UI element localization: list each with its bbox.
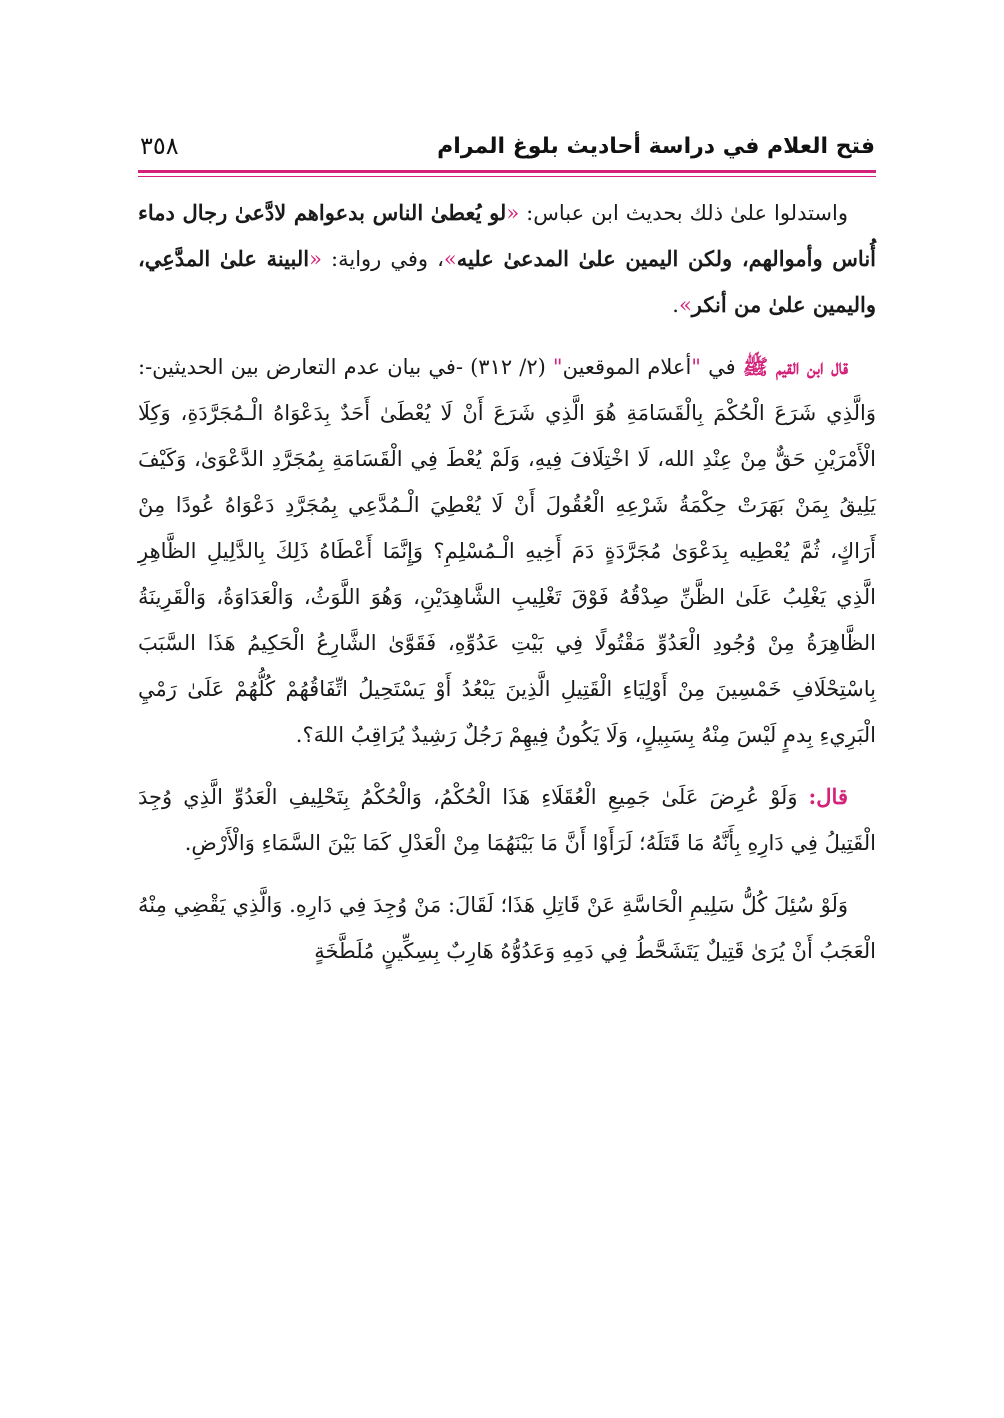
paragraph-ibn-qayyim: [138, 344, 876, 758]
quote-open: «: [506, 201, 520, 225]
speaker-label: قال ابن القيم ﷺ: [742, 354, 848, 379]
quote-open-2: «: [309, 247, 322, 271]
source-quote-open: ": [691, 355, 701, 379]
hadith-text: لو يُعطىٰ الناس بدعواهم لادَّعىٰ رجال دماء أُناس وأموالهم، ولكن اليمين علىٰ المدعىٰ عليه: [138, 200, 877, 271]
paragraph-qala: [138, 774, 876, 866]
quoted-text-3: وَلَوْ سُئِلَ كُلُّ سَلِيمِ الْحَاسَّةِ عَنْ قَاتِلِ هَذَا؛ لَقَالَ: مَنْ وُجِدَ فِي دَارِهِ. وَالَّذِي يَقْضِي مِنْهُ الْعَجَبُ أَنْ يُرَىٰ قَتِيلٌ يَتَشَحَّطُ فِي دَمِهِ وَعَدُوُّهُ هَارِبٌ بِسِكِّينٍ مُلَطَّخَةٍ: [138, 893, 876, 963]
source-title: أعلام الموقعين: [562, 355, 692, 379]
book-title: فتح العلام في دراسة أحاديث بلوغ المرام: [437, 133, 875, 159]
quoted-text-2: وَلَوْ عُرِضَ عَلَىٰ جَمِيعِ الْعُقَلَاءِ هَذَا الْحُكْمُ، وَالْحُكْمُ بِتَحْلِيفِ الْعَدُوِّ الَّذِي وُجِدَ الْقَتِيلُ فِي دَارِهِ بِأَنَّهُ مَا قَتَلَهُ؛ لَرَأَوْا أَنَّ مَا بَيْنَهُمَا مِنْ الْعَدْلِ كَمَا بَيْنَ السَّمَاءِ وَالْأَرْضِ.: [138, 785, 876, 855]
running-header: [140, 126, 875, 166]
paragraph-continued: [138, 882, 876, 974]
speaker-label-2: قال:: [808, 784, 848, 809]
period: .: [672, 293, 679, 317]
page-number: ٣٥٨: [140, 132, 179, 160]
narration-intro: ، وفي رواية:: [321, 247, 444, 271]
quoted-text: -في بيان عدم التعارض بين الحديثين-: وَالَّذِي شَرَعَ الْحُكْمَ بِالْقَسَامَةِ هُوَ الَّذِي شَرَعَ أَنْ لَا يُعْطَىٰ أَحَدٌ بِدَعْوَاهُ الْـمُجَرَّدَةِ، وَكِلَا الْأَمْرَيْنِ حَقٌّ مِنْ عِنْدِ الله، لَا اخْتِلَافَ فِيهِ، وَلَمْ يُعْطَ فِي الْقَسَامَةِ بِمُجَرَّدِ الدَّعْوَىٰ، وَكَيْفَ يَلِيقُ بِمَنْ بَهَرَتْ حِكْمَةُ شَرْعِهِ الْعُقُولَ أَنْ لَا يُعْطِيَ الْـمُدَّعِي بِمُجَرَّدِ دَعْوَاهُ عُودًا مِنْ أَرَاكٍ، ثُمَّ يُعْطِيه بِدَعْوَىٰ مُجَرَّدَةٍ دَمَ أَخِيهِ الْـمُسْلِمِ؟ وَإِنَّمَا أَعْطَاهُ ذَلِكَ بِالدَّلِيلِ الظَّاهِرِ الَّذِي يَغْلِبُ عَلَىٰ الظَّنِّ صِدْقُهُ فَوْقَ تَغْلِيبِ الشَّاهِدَيْنِ، وَهُوَ اللَّوَثُ، وَالْعَدَاوَةُ، وَالْقَرِينَةُ الظَّاهِرَةُ مِنْ وُجُودِ الْعَدُوِّ مَقْتُولًا فِي بَيْتِ عَدُوِّهِ، فَقَوَّىٰ الشَّارِعُ الْحَكِيمُ هَذَا السَّبَبَ بِاسْتِحْلَافِ خَمْسِينَ مِنْ أَوْلِيَاءِ الْقَتِيلِ الَّذِينَ يَبْعُدُ أَوْ يَسْتَحِيلُ اتِّفَاقُهُمْ كُلُّهُمْ عَلَىٰ رَمْيِ الْبَرِيءِ بِدمٍ لَيْسَ مِنْهُ بِسَبِيلٍ، وَلَا يَكُونُ فِيهِمْ رَجُلٌ رَشِيدٌ يُرَاقِبُ اللهَ؟.: [138, 355, 876, 747]
intro-text: واستدلوا علىٰ ذلك بحديث ابن عباس:: [519, 201, 848, 225]
in-word: في: [700, 355, 743, 379]
body-text: [138, 190, 876, 988]
source-quote-close: ": [552, 355, 563, 379]
quote-close: »: [443, 247, 457, 271]
source-reference: (٢/ ٣١٢): [463, 355, 553, 379]
header-rule-thick: [138, 170, 876, 173]
paragraph-evidence: [138, 190, 876, 328]
quote-close-2: »: [678, 293, 692, 317]
header-rule-thin: [138, 176, 876, 177]
hadith-text-2: البينة علىٰ المدَّعِي، واليمين علىٰ من أنكر: [138, 246, 876, 317]
